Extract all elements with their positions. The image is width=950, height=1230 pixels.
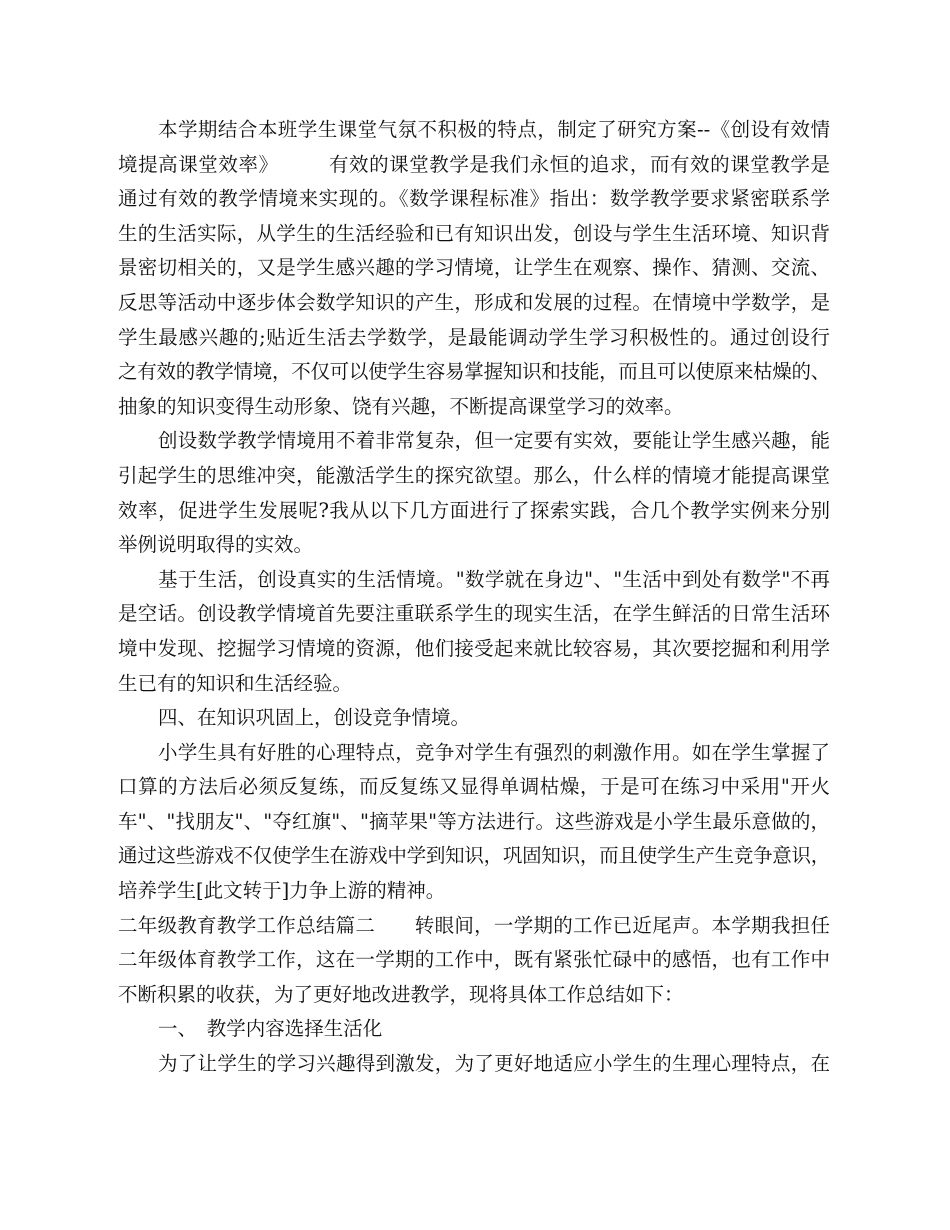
text-line: 景密切相关的，又是学生感兴趣的学习情境，让学生在观察、操作、猜测、交流、 <box>118 256 830 280</box>
text-line: 生的生活实际，从学生的生活经验和已有知识出发，创设与学生生活环境、知识背 <box>118 221 830 245</box>
text-line: 车"、"找朋友"、"夺红旗"、"摘苹果"等方法进行。这些游戏是小学生最乐意做的， <box>118 809 830 833</box>
text-line: 不断积累的收获，为了更好地改进教学，现将具体工作总结如下： <box>118 982 684 1006</box>
text-line: 四、在知识巩固上，创设竞争情境。 <box>158 706 471 730</box>
text-line: 效率，促进学生发展呢?我从以下几方面进行了探索实践，合几个教学实例来分别 <box>118 498 830 522</box>
text-line: 培养学生[此文转于]力争上游的精神。 <box>118 879 446 903</box>
text-line: 二年级体育教学工作，这在一学期的工作中，既有紧张忙碌中的感悟，也有工作中 <box>118 948 830 972</box>
text-line: 基于生活，创设真实的生活情境。"数学就在身边"、"生活中到处有数学"不再 <box>158 567 830 591</box>
text-line: 创设数学教学情境用不着非常复杂，但一定要有实效，要能让学生感兴趣，能 <box>158 429 830 453</box>
text-line: 之有效的教学情境，不仅可以使学生容易掌握知识和技能，而且可以使原来枯燥的、 <box>118 360 830 384</box>
text-line: 通过有效的教学情境来实现的。《数学课程标准》指出：数学教学要求紧密联系学 <box>118 187 830 211</box>
text-line: 引起学生的思维冲突，能激活学生的探究欲望。那么，什么样的情境才能提高课堂 <box>118 463 830 487</box>
text-line: 为了让学生的学习兴趣得到激发，为了更好地适应小学生的生理心理特点，在 <box>158 1052 830 1076</box>
text-line: 生已有的知识和生活经验。 <box>118 671 353 695</box>
text-line: 一、 教学内容选择生活化 <box>158 1017 383 1041</box>
text-line: 是空话。创设教学情境首先要注重联系学生的现实生活，在学生鲜活的日常生活环 <box>118 602 830 626</box>
text-line: 反思等活动中逐步体会数学知识的产生，形成和发展的过程。在情境中学数学，是 <box>118 290 830 314</box>
text-line: 举例说明取得的实效。 <box>118 533 314 557</box>
text-line: 二年级教育教学工作总结篇二 转眼间，一学期的工作已近尾声。本学期我担任 <box>118 913 830 937</box>
text-line: 口算的方法后必须反复练，而反复练又显得单调枯燥，于是可在练习中采用"开火 <box>118 775 830 799</box>
text-line: 境中发现、挖掘学习情境的资源，他们接受起来就比较容易，其次要挖掘和利用学 <box>118 636 830 660</box>
text-line: 小学生具有好胜的心理特点，竞争对学生有强烈的刺激作用。如在学生掌握了 <box>158 740 830 764</box>
text-line: 本学期结合本班学生课堂气氛不积极的特点，制定了研究方案--《创设有效情 <box>158 118 830 141</box>
document-body <box>118 113 830 1082</box>
text-line: 通过这些游戏不仅使学生在游戏中学到知识，巩固知识，而且使学生产生竞争意识， <box>118 844 830 868</box>
text-line: 境提高课堂效率》 有效的课堂教学是我们永恒的追求，而有效的课堂教学是 <box>118 152 830 176</box>
text-line: 学生最感兴趣的;贴近生活去学数学，是最能调动学生学习积极性的。通过创设行 <box>118 325 830 349</box>
text-line: 抽象的知识变得生动形象、饶有兴趣，不断提高课堂学习的效率。 <box>118 394 684 418</box>
